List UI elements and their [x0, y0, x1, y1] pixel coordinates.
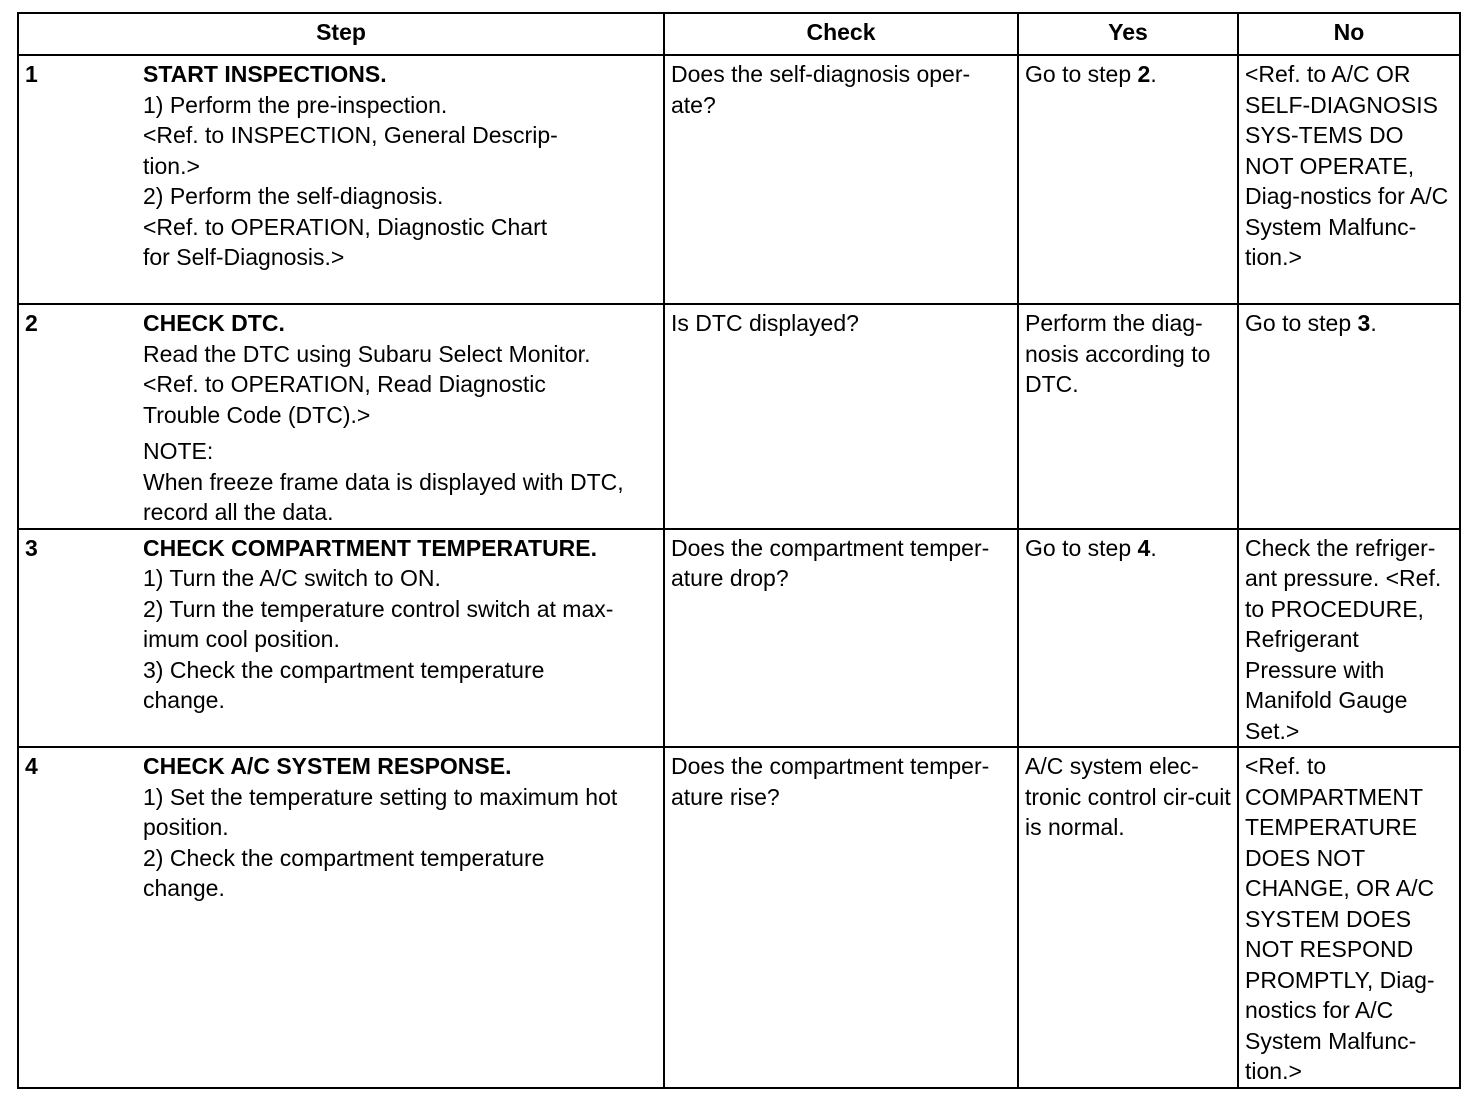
step-cell [18, 529, 664, 748]
step-line: <Ref. to INSPECTION, General Descrip- [143, 122, 558, 148]
yes-suffix: . [1150, 534, 1157, 561]
yes-text: Go to step [1025, 534, 1138, 561]
step-line: Trouble Code (DTC).> [143, 401, 371, 428]
header-no: No [1238, 13, 1460, 55]
header-check: Check [664, 13, 1018, 55]
step-line: tion.> [143, 152, 200, 179]
step-line: <Ref. to OPERATION, Read Diagnostic [143, 371, 546, 397]
header-row [18, 13, 1460, 55]
yes-cell [1018, 529, 1238, 748]
step-cell [18, 747, 664, 1088]
yes-step-number: 4 [1137, 534, 1151, 561]
step-line: 2) Turn the temperature control switch at max- [143, 595, 614, 622]
step-cell [18, 304, 664, 529]
step-line: change. [143, 875, 225, 901]
table-row [18, 529, 1460, 748]
step-title: CHECK A/C SYSTEM RESPONSE. [143, 753, 512, 779]
no-cell: <Ref. to COMPARTMENT TEMPERATURE DOES NOT CHANGE, OR A/C SYSTEM DOES NOT RESPOND PROMPTLY, Diag-nostics for A/C System Malfunc-tion.> [1238, 747, 1460, 1088]
step-number: 3 [25, 534, 38, 561]
yes-cell: A/C system elec-tronic control cir-cuit is normal. [1018, 747, 1238, 1088]
yes-cell [1018, 55, 1238, 304]
header-step: Step [18, 13, 664, 55]
diagnostic-table [17, 12, 1461, 1089]
check-cell: Does the compartment temper-ature rise? [664, 747, 1018, 1088]
table-row [18, 55, 1460, 304]
step-cell [18, 55, 664, 304]
step-number: 4 [25, 753, 38, 779]
header-yes: Yes [1018, 13, 1238, 55]
table-row [18, 747, 1460, 1088]
yes-step-number: 2 [1137, 61, 1151, 87]
table-row [18, 304, 1460, 529]
no-step-number: 3 [1357, 310, 1371, 336]
step-number: 2 [25, 310, 38, 336]
no-cell: <Ref. to A/C OR SELF-DIAGNOSIS SYS-TEMS DO NOT OPERATE, Diag-nostics for A/C System Malfunc-tion.> [1238, 55, 1460, 304]
step-line: <Ref. to OPERATION, Diagnostic Chart [143, 213, 548, 240]
no-text: Go to step [1245, 310, 1358, 336]
step-line: change. [143, 687, 225, 713]
yes-suffix: . [1150, 61, 1157, 87]
step-line: 3) Check the compartment temperature [143, 656, 545, 683]
step-line: 1) Set the temperature setting to maximum hot [143, 783, 618, 810]
no-suffix: . [1370, 310, 1377, 336]
no-cell [1238, 304, 1460, 529]
yes-cell: Perform the diag-nosis according to DTC. [1018, 304, 1238, 529]
step-number: 1 [25, 61, 38, 87]
check-cell: Does the self-diagnosis oper- ate? [664, 55, 1018, 304]
step-title: START INSPECTIONS. [143, 61, 387, 87]
step-line: for Self-Diagnosis.> [143, 244, 345, 270]
note-label: NOTE: [143, 438, 214, 464]
step-line: 1) Turn the A/C switch to ON. [143, 565, 441, 591]
step-line: Read the DTC using Subaru Select Monitor. [143, 340, 591, 367]
check-cell: Is DTC displayed? [664, 304, 1018, 529]
note-text: When freeze frame data is displayed with DTC, record all the data. [143, 468, 624, 525]
step-title: CHECK DTC. [143, 310, 285, 336]
check-cell: Does the compartment temper-ature drop? [664, 529, 1018, 748]
no-cell: Check the refriger-ant pressure. <Ref. to PROCEDURE, Refrigerant Pressure with Manifold Gauge Set.> [1238, 529, 1460, 748]
step-line: 2) Perform the self-diagnosis. [143, 183, 444, 209]
step-line: 1) Perform the pre-inspection. [143, 91, 448, 118]
step-line: 2) Check the compartment temperature [143, 844, 545, 871]
step-line: position. [143, 814, 229, 840]
step-line: imum cool position. [143, 626, 340, 652]
step-title: CHECK COMPARTMENT TEMPERATURE. [143, 534, 598, 561]
yes-text: Go to step [1025, 61, 1138, 87]
